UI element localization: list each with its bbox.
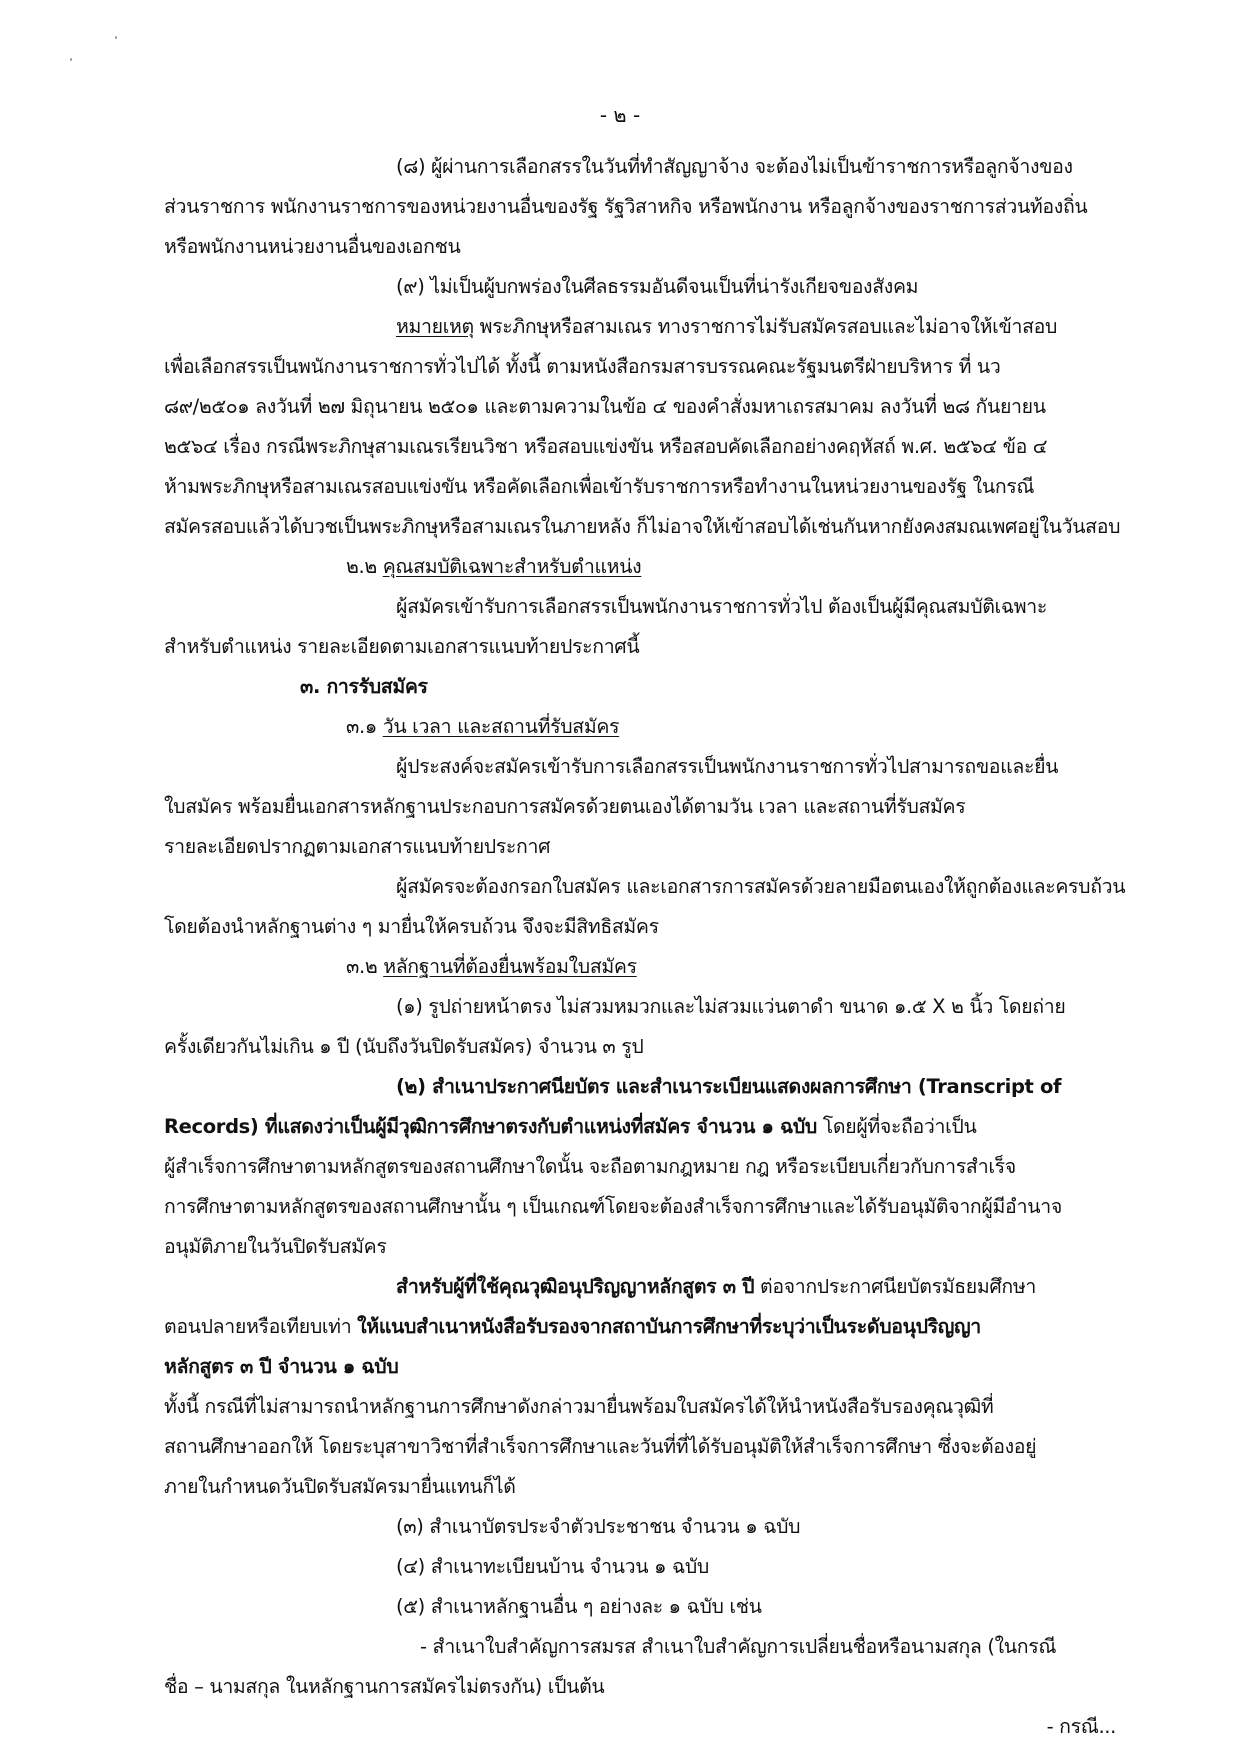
clause-9: (๙) ไม่เป็นผู้บกพร่องในศีลธรรมอันดีจนเป็นที่น่ารังเกียจของสังคม <box>396 275 919 298</box>
diploma-note-line-3: หลักสูตร ๓ ปี จำนวน ๑ ฉบับ <box>164 1355 399 1378</box>
diploma-note-text: ต่อจากประกาศนียบัตรมัธยมศึกษา <box>754 1275 1036 1298</box>
diploma-note-line-2 <box>164 1315 981 1339</box>
item-5-sub-line-2: ชื่อ – นามสกุล ในหลักฐานการสมัครไม่ตรงกัน) เป็นต้น <box>164 1675 605 1698</box>
section-number: ๓.๑ <box>346 715 383 738</box>
section-2-2-heading <box>346 555 641 579</box>
remark-line-4: ๒๕๖๔ เรื่อง กรณีพระภิกษุสามเณรเรียนวิชา หรือสอบแข่งขัน หรือสอบคัดเลือกอย่างคฤหัสถ์ พ.ศ. ๒๕๖๔ ข้อ ๔ <box>164 435 1048 458</box>
section-3-1-line-4: ผู้สมัครจะต้องกรอกใบสมัคร และเอกสารการสมัครด้วยลายมือตนเองให้ถูกต้องและครบถ้วน <box>396 875 1126 898</box>
item-5-sub-line-1: - สำเนาใบสำคัญการสมรส สำเนาใบสำคัญการเปลี่ยนชื่อหรือนามสกุล (ในกรณี <box>420 1635 1057 1658</box>
section-3-1-heading <box>346 715 619 739</box>
section-number: ๒.๒ <box>346 555 383 578</box>
scan-speck <box>70 58 72 61</box>
exception-line-1: ทั้งนี้ กรณีที่ไม่สามารถนำหลักฐานการศึกษาดังกล่าวมายื่นพร้อมใบสมัครได้ให้นำหนังสือรับรองคุณวุฒิที่ <box>164 1395 994 1418</box>
item-2-line-4: การศึกษาตามหลักสูตรของสถานศึกษานั้น ๆ เป็นเกณฑ์โดยจะต้องสำเร็จการศึกษาและได้รับอนุมัติจากผู้มีอำนาจ <box>164 1195 1062 1218</box>
item-2-line-1: (๒) สำเนาประกาศนียบัตร และสำเนาระเบียนแสดงผลการศึกษา (Transcript of <box>396 1075 1062 1098</box>
section-3-1-line-5: โดยต้องนำหลักฐานต่าง ๆ มายื่นให้ครบถ้วน จึงจะมีสิทธิสมัคร <box>164 915 659 938</box>
exception-line-3: ภายในกำหนดวันปิดรับสมัครมายื่นแทนก็ได้ <box>164 1475 516 1498</box>
section-3-1-line-1: ผู้ประสงค์จะสมัครเข้ารับการเลือกสรรเป็นพนักงานราชการทั่วไปสามารถขอและยื่น <box>396 755 1059 778</box>
remark-label: หมายเหตุ <box>396 315 474 338</box>
item-2-line-2 <box>164 1115 976 1139</box>
clause-8-line-3: หรือพนักงานหน่วยงานอื่นของเอกชน <box>164 235 461 258</box>
diploma-note-bold: สำหรับผู้ที่ใช้คุณวุฒิอนุปริญญาหลักสูตร ๓ ปี <box>396 1275 755 1298</box>
clause-8-line-2: ส่วนราชการ พนักงานราชการของหน่วยงานอื่นของรัฐ รัฐวิสาหกิจ หรือพนักงาน หรือลูกจ้างของราชการส่วนท้องถิ่น <box>164 195 1088 218</box>
section-3-1-line-3: รายละเอียดปรากฏตามเอกสารแนบท้ายประกาศ <box>164 835 551 858</box>
section-2-2-line-1: ผู้สมัครเข้ารับการเลือกสรรเป็นพนักงานราชการทั่วไป ต้องเป็นผู้มีคุณสมบัติเฉพาะ <box>396 595 1048 618</box>
diploma-note-line-1 <box>396 1275 1036 1299</box>
item-3: (๓) สำเนาบัตรประจำตัวประชาชน จำนวน ๑ ฉบับ <box>396 1515 801 1538</box>
section-3-1-line-2: ใบสมัคร พร้อมยื่นเอกสารหลักฐานประกอบการสมัครด้วยตนเองได้ตามวัน เวลา และสถานที่รับสมัคร <box>164 795 966 818</box>
section-number: ๓.๒ <box>346 955 384 978</box>
clause-8-line-1: (๘) ผู้ผ่านการเลือกสรรในวันที่ทำสัญญาจ้าง จะต้องไม่เป็นข้าราชการหรือลูกจ้างของ <box>396 155 1073 178</box>
item-2-line-3: ผู้สำเร็จการศึกษาตามหลักสูตรของสถานศึกษาใดนั้น จะถือตามกฎหมาย กฎ หรือระเบียบเกี่ยวกับการสำเร็จ <box>164 1155 1016 1178</box>
page-number: - ๒ - <box>599 103 641 127</box>
item-5: (๕) สำเนาหลักฐานอื่น ๆ อย่างละ ๑ ฉบับ เช่น <box>396 1595 762 1618</box>
item-1-line-1: (๑) รูปถ่ายหน้าตรง ไม่สวมหมวกและไม่สวมแว่นตาดำ ขนาด ๑.๕ X ๒ นิ้ว โดยถ่าย <box>396 995 1066 1018</box>
item-4: (๔) สำเนาทะเบียนบ้าน จำนวน ๑ ฉบับ <box>396 1555 709 1578</box>
continuation-marker: - กรณี... <box>1046 1715 1116 1738</box>
section-2-2-line-2: สำหรับตำแหน่ง รายละเอียดตามเอกสารแนบท้ายประกาศนี้ <box>164 635 640 658</box>
item-1-line-2: ครั้งเดียวกันไม่เกิน ๑ ปี (นับถึงวันปิดรับสมัคร) จำนวน ๓ รูป <box>164 1035 644 1058</box>
section-3-heading: ๓. การรับสมัคร <box>300 675 428 698</box>
section-title: วัน เวลา และสถานที่รับสมัคร <box>382 715 620 738</box>
remark-line-5: ห้ามพระภิกษุหรือสามเณรสอบแข่งขัน หรือคัดเลือกเพื่อเข้ารับราชการหรือทำงานในหน่วยงานของรัฐ ในกรณี <box>164 475 1035 498</box>
remark-line-2: เพื่อเลือกสรรเป็นพนักงานราชการทั่วไปได้ ทั้งนี้ ตามหนังสือกรมสารบรรณคณะรัฐมนตรีฝ่ายบริหาร ที่ นว <box>164 355 1001 378</box>
remark-line-6: สมัครสอบแล้วได้บวชเป็นพระภิกษุหรือสามเณรในภายหลัง ก็ไม่อาจให้เข้าสอบได้เช่นกันหากยังคงสมณเพศอยู่ในวันสอบ <box>164 515 1121 538</box>
section-3-2-heading <box>346 955 637 979</box>
item-2-line-5: อนุมัติภายในวันปิดรับสมัคร <box>164 1235 387 1258</box>
item-2-bold-text: Records) ที่แสดงว่าเป็นผู้มีวุฒิการศึกษาตรงกับตำแหน่งที่สมัคร จำนวน ๑ ฉบับ <box>164 1115 817 1138</box>
section-title: คุณสมบัติเฉพาะสำหรับตำแหน่ง <box>382 555 642 578</box>
section-title: หลักฐานที่ต้องยื่นพร้อมใบสมัคร <box>383 955 637 978</box>
remark-line-1 <box>396 315 1057 339</box>
remark-text: พระภิกษุหรือสามเณร ทางราชการไม่รับสมัครสอบและไม่อาจให้เข้าสอบ <box>473 315 1058 338</box>
diploma-note-bold: ให้แนบสำเนาหนังสือรับรองจากสถาบันการศึกษาที่ระบุว่าเป็นระดับอนุปริญญา <box>357 1315 981 1338</box>
scan-speck <box>115 36 117 39</box>
exception-line-2: สถานศึกษาออกให้ โดยระบุสาขาวิชาที่สำเร็จการศึกษาและวันที่ที่ได้รับอนุมัติให้สำเร็จการศึกษา ซึ่งจะต้องอยู่ <box>164 1435 1037 1458</box>
diploma-note-text: ตอนปลายหรือเทียบเท่า <box>164 1315 358 1338</box>
remark-line-3: ๘๙/๒๕๐๑ ลงวันที่ ๒๗ มิถุนายน ๒๕๐๑ และตามความในข้อ ๔ ของคำสั่งมหาเถรสมาคม ลงวันที่ ๒๘ กันยายน <box>164 395 1046 418</box>
item-2-text: โดยผู้ที่จะถือว่าเป็น <box>816 1115 977 1138</box>
